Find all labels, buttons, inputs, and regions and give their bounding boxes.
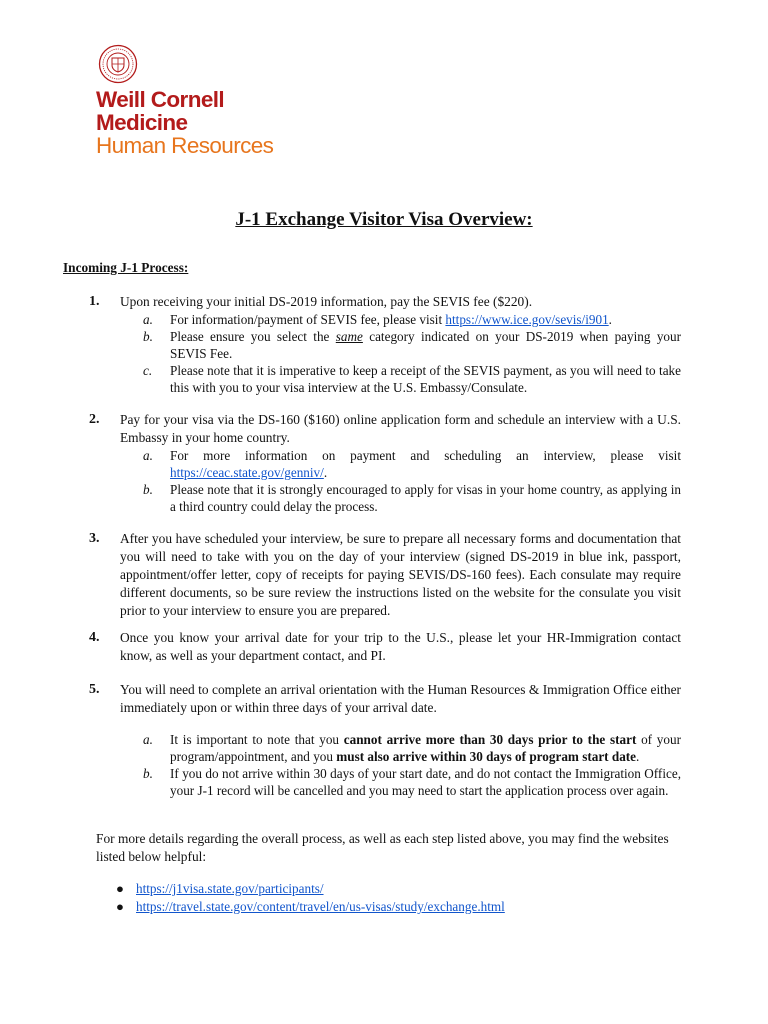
sub-list <box>89 731 681 799</box>
sub-text-end: . <box>608 312 612 327</box>
step-text: Upon receiving your initial DS-2019 information, pay the SEVIS fee ($220). <box>120 294 533 309</box>
sub-letter: b. <box>143 766 153 781</box>
step-number: 4. <box>89 630 100 645</box>
step-number: 3. <box>89 531 100 546</box>
brand-department: Human Resources <box>96 133 274 158</box>
step-1 <box>89 293 681 396</box>
sub-text-mid: of your program/appointment, and you <box>170 732 681 764</box>
emphasis-same: same <box>335 329 363 344</box>
sub-letter: a. <box>143 312 153 327</box>
sub-letter: a. <box>143 448 153 463</box>
sub-letter: a. <box>143 732 153 747</box>
document-title: J-1 Exchange Visitor Visa Overview: <box>235 209 533 230</box>
closing-paragraph: For more details regarding the overall process, as well as each step listed above, you may find the websites listed below helpful: <box>96 831 669 864</box>
ceac-link[interactable]: https://ceac.state.gov/genniv/ <box>170 465 324 480</box>
sub-text-end: . <box>636 749 640 764</box>
sub-item <box>89 481 681 515</box>
helpful-links-list <box>116 880 505 916</box>
sub-item <box>89 765 681 799</box>
step-4 <box>89 629 681 665</box>
step-number: 1. <box>89 294 100 309</box>
brand-name-line2: Medicine <box>96 110 188 135</box>
step-text: Pay for your visa via the DS-160 ($160) online application form and schedule an interview with a U.S. Embassy in your home country. <box>120 412 681 445</box>
sub-list <box>89 447 681 515</box>
sub-text-end: . <box>323 465 328 480</box>
sub-text: It is important to note that you <box>170 732 344 747</box>
step-3 <box>89 530 681 620</box>
bold-text: must also arrive within 30 days of program start date <box>336 749 637 764</box>
step-2 <box>89 411 681 515</box>
bold-text: cannot arrive more than 30 days prior to the start <box>343 732 637 747</box>
section-heading: Incoming J-1 Process: <box>63 260 189 275</box>
step-5 <box>89 681 681 799</box>
sub-item <box>89 447 681 481</box>
brand-name-line1: Weill Cornell <box>96 87 225 112</box>
step-number: 2. <box>89 412 100 427</box>
sub-list <box>89 311 681 396</box>
step-number: 5. <box>89 682 100 697</box>
sub-text-end: category indicated on your DS-2019 when paying your SEVIS Fee. <box>170 329 681 361</box>
logo <box>96 44 326 157</box>
sub-text: Please note that it is strongly encouraged to apply for visas in your home country, as applying in a third country could delay the process. <box>170 482 681 514</box>
step-text: You will need to complete an arrival orientation with the Human Resources & Immigration Office either immediately upon or within three days of your arrival date. <box>120 682 681 715</box>
sevis-fee-link[interactable]: https://www.ice.gov/sevis/i901 <box>445 312 609 327</box>
sub-item <box>89 328 681 362</box>
bullet-icon: ● <box>116 899 124 914</box>
sub-item <box>89 362 681 396</box>
sub-item <box>89 311 681 328</box>
sub-text: For more information on payment and scheduling an interview, please visit <box>170 448 681 463</box>
sub-item <box>89 731 681 765</box>
sub-text: If you do not arrive within 30 days of your start date, and do not contact the Immigration Office, your J-1 record will be cancelled and you may need to start the application process over again. <box>170 766 681 798</box>
step-text: After you have scheduled your interview, be sure to prepare all necessary forms and documentation that you will need to take with you on the day of your interview (signed DS-2019 in blue ink, passport, appointment/offer letter, copy of receipts for paying SEVIS/DS-160 fees). Each consulate may require different documents, so be sure review the instructions listed on the website for the consulate you visit prior to your interview to ensure you are prepared. <box>120 531 681 618</box>
sub-text: Please note that it is imperative to keep a receipt of the SEVIS payment, as you will need to take this with you to your visa interview at the U.S. Embassy/Consulate. <box>170 363 681 395</box>
travel-exchange-link[interactable]: https://travel.state.gov/content/travel/en/us-visas/study/exchange.html <box>136 899 505 914</box>
sub-text: For information/payment of SEVIS fee, please visit <box>170 312 446 327</box>
cornell-seal-icon <box>98 44 138 84</box>
sub-letter: b. <box>143 329 153 344</box>
bullet-icon: ● <box>116 881 124 896</box>
j1visa-participants-link[interactable]: https://j1visa.state.gov/participants/ <box>136 881 324 896</box>
sub-text: Please ensure you select the <box>170 329 336 344</box>
sub-letter: c. <box>143 363 153 378</box>
list-item <box>116 898 505 916</box>
sub-letter: b. <box>143 482 153 497</box>
list-item <box>116 880 505 898</box>
step-text: Once you know your arrival date for your trip to the U.S., please let your HR-Immigration contact know, as well as your department contact, and PI. <box>120 630 681 663</box>
